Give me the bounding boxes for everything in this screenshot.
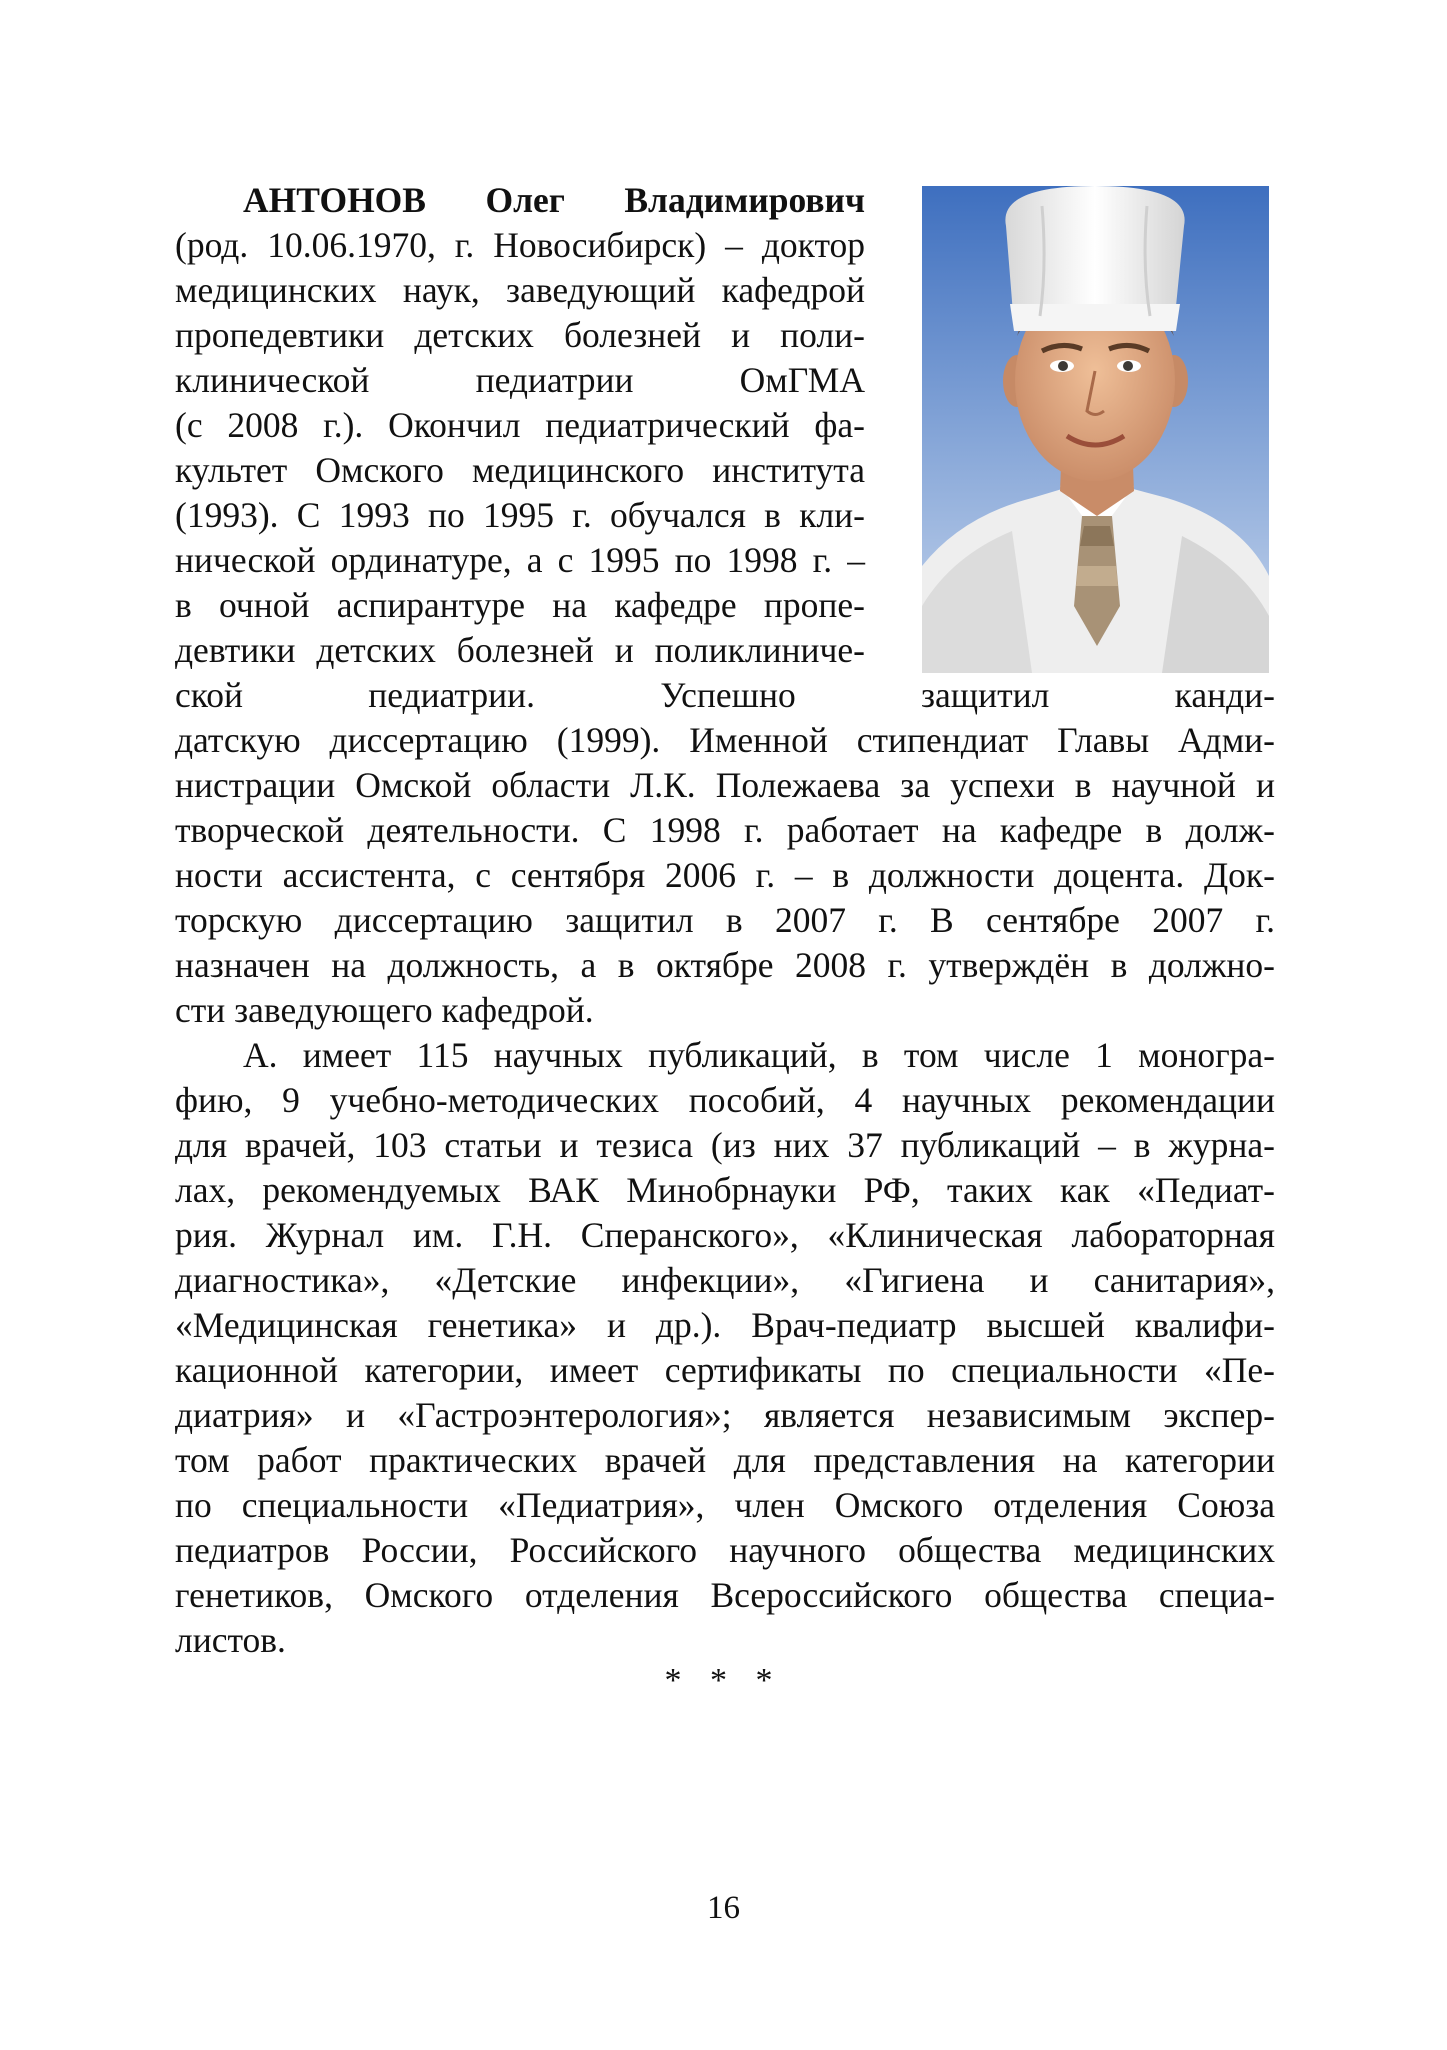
text-line: медицинских наук, заведующий кафедрой [175, 270, 865, 310]
biography-text [175, 178, 1275, 1663]
text-line: сти заведующего кафедрой. [175, 990, 594, 1030]
text-line: девтики детских болезней и поликлиниче- [175, 630, 865, 670]
text-line: педиатров России, Российского научного общества медицинских [175, 1530, 1275, 1570]
text-line: листов. [175, 1620, 286, 1660]
text-line: «Медицинская генетика» и др.). Врач-педиатр высшей квалифи- [175, 1305, 1275, 1345]
text-line: для врачей, 103 статьи и тезиса (из них 37 публикаций – в журна- [175, 1125, 1275, 1165]
page-number: 16 [707, 1890, 740, 1926]
text-line: нической ординатуре, а с 1995 по 1998 г. – [175, 540, 865, 580]
text-line: фию, 9 учебно-методических пособий, 4 научных рекомендации [175, 1080, 1275, 1120]
text-line: рия. Журнал им. Г.Н. Сперанского», «Клиническая лабораторная [175, 1215, 1275, 1255]
text-line: том работ практических врачей для представления на категории [175, 1440, 1275, 1480]
text-line: торскую диссертацию защитил в 2007 г. В сентябре 2007 г. [175, 900, 1275, 940]
text-line: пропедевтики детских болезней и поли- [175, 315, 865, 355]
text-line: диагностика», «Детские инфекции», «Гигиена и санитария», [175, 1260, 1275, 1300]
text-line: назначен на должность, а в октябре 2008 г. утверждён в должно- [175, 945, 1275, 985]
text-line: генетиков, Омского отделения Всероссийского общества специа- [175, 1575, 1275, 1615]
text-line: лах, рекомендуемых ВАК Минобрнауки РФ, таких как «Педиат- [175, 1170, 1275, 1210]
surname: АНТОНОВ [243, 180, 426, 220]
text-line: А. имеет 115 научных публикаций, в том числе 1 моногра- [243, 1035, 1275, 1075]
text-line: (род. 10.06.1970, г. Новосибирск) – доктор [175, 225, 865, 265]
text-line: клинической педиатрии ОмГМА [175, 360, 865, 400]
photo-wrap-space [905, 178, 1275, 673]
text-line: в очной аспирантуре на кафедре пропе- [175, 585, 865, 625]
text-line: по специальности «Педиатрия», член Омского отделения Союза [175, 1485, 1275, 1525]
text-line: ской педиатрии. Успешно защитил канди- [175, 675, 1275, 715]
text-line: ности ассистента, с сентября 2006 г. – в должности доцента. Док- [175, 855, 1275, 895]
text-line: датскую диссертацию (1999). Именной стипендиат Главы Адми- [175, 720, 1275, 760]
text-line: (с 2008 г.). Окончил педиатрический фа- [175, 405, 865, 445]
given-name: Олег [485, 180, 565, 220]
text-line: культет Омского медицинского института [175, 450, 865, 490]
text-line: (1993). С 1993 по 1995 г. обучался в кли- [175, 495, 865, 535]
text-line: кационной категории, имеет сертификаты по специальности «Пе- [175, 1350, 1275, 1390]
text-line: диатрия» и «Гастроэнтерология»; является независимым экспер- [175, 1395, 1275, 1435]
text-line: творческой деятельности. С 1998 г. работает на кафедре в долж- [175, 810, 1275, 850]
patronymic: Владимирович [624, 180, 865, 220]
text-line: нистрации Омской области Л.К. Полежаева за успехи в научной и [175, 765, 1275, 805]
section-separator: * * * [664, 1662, 783, 1699]
